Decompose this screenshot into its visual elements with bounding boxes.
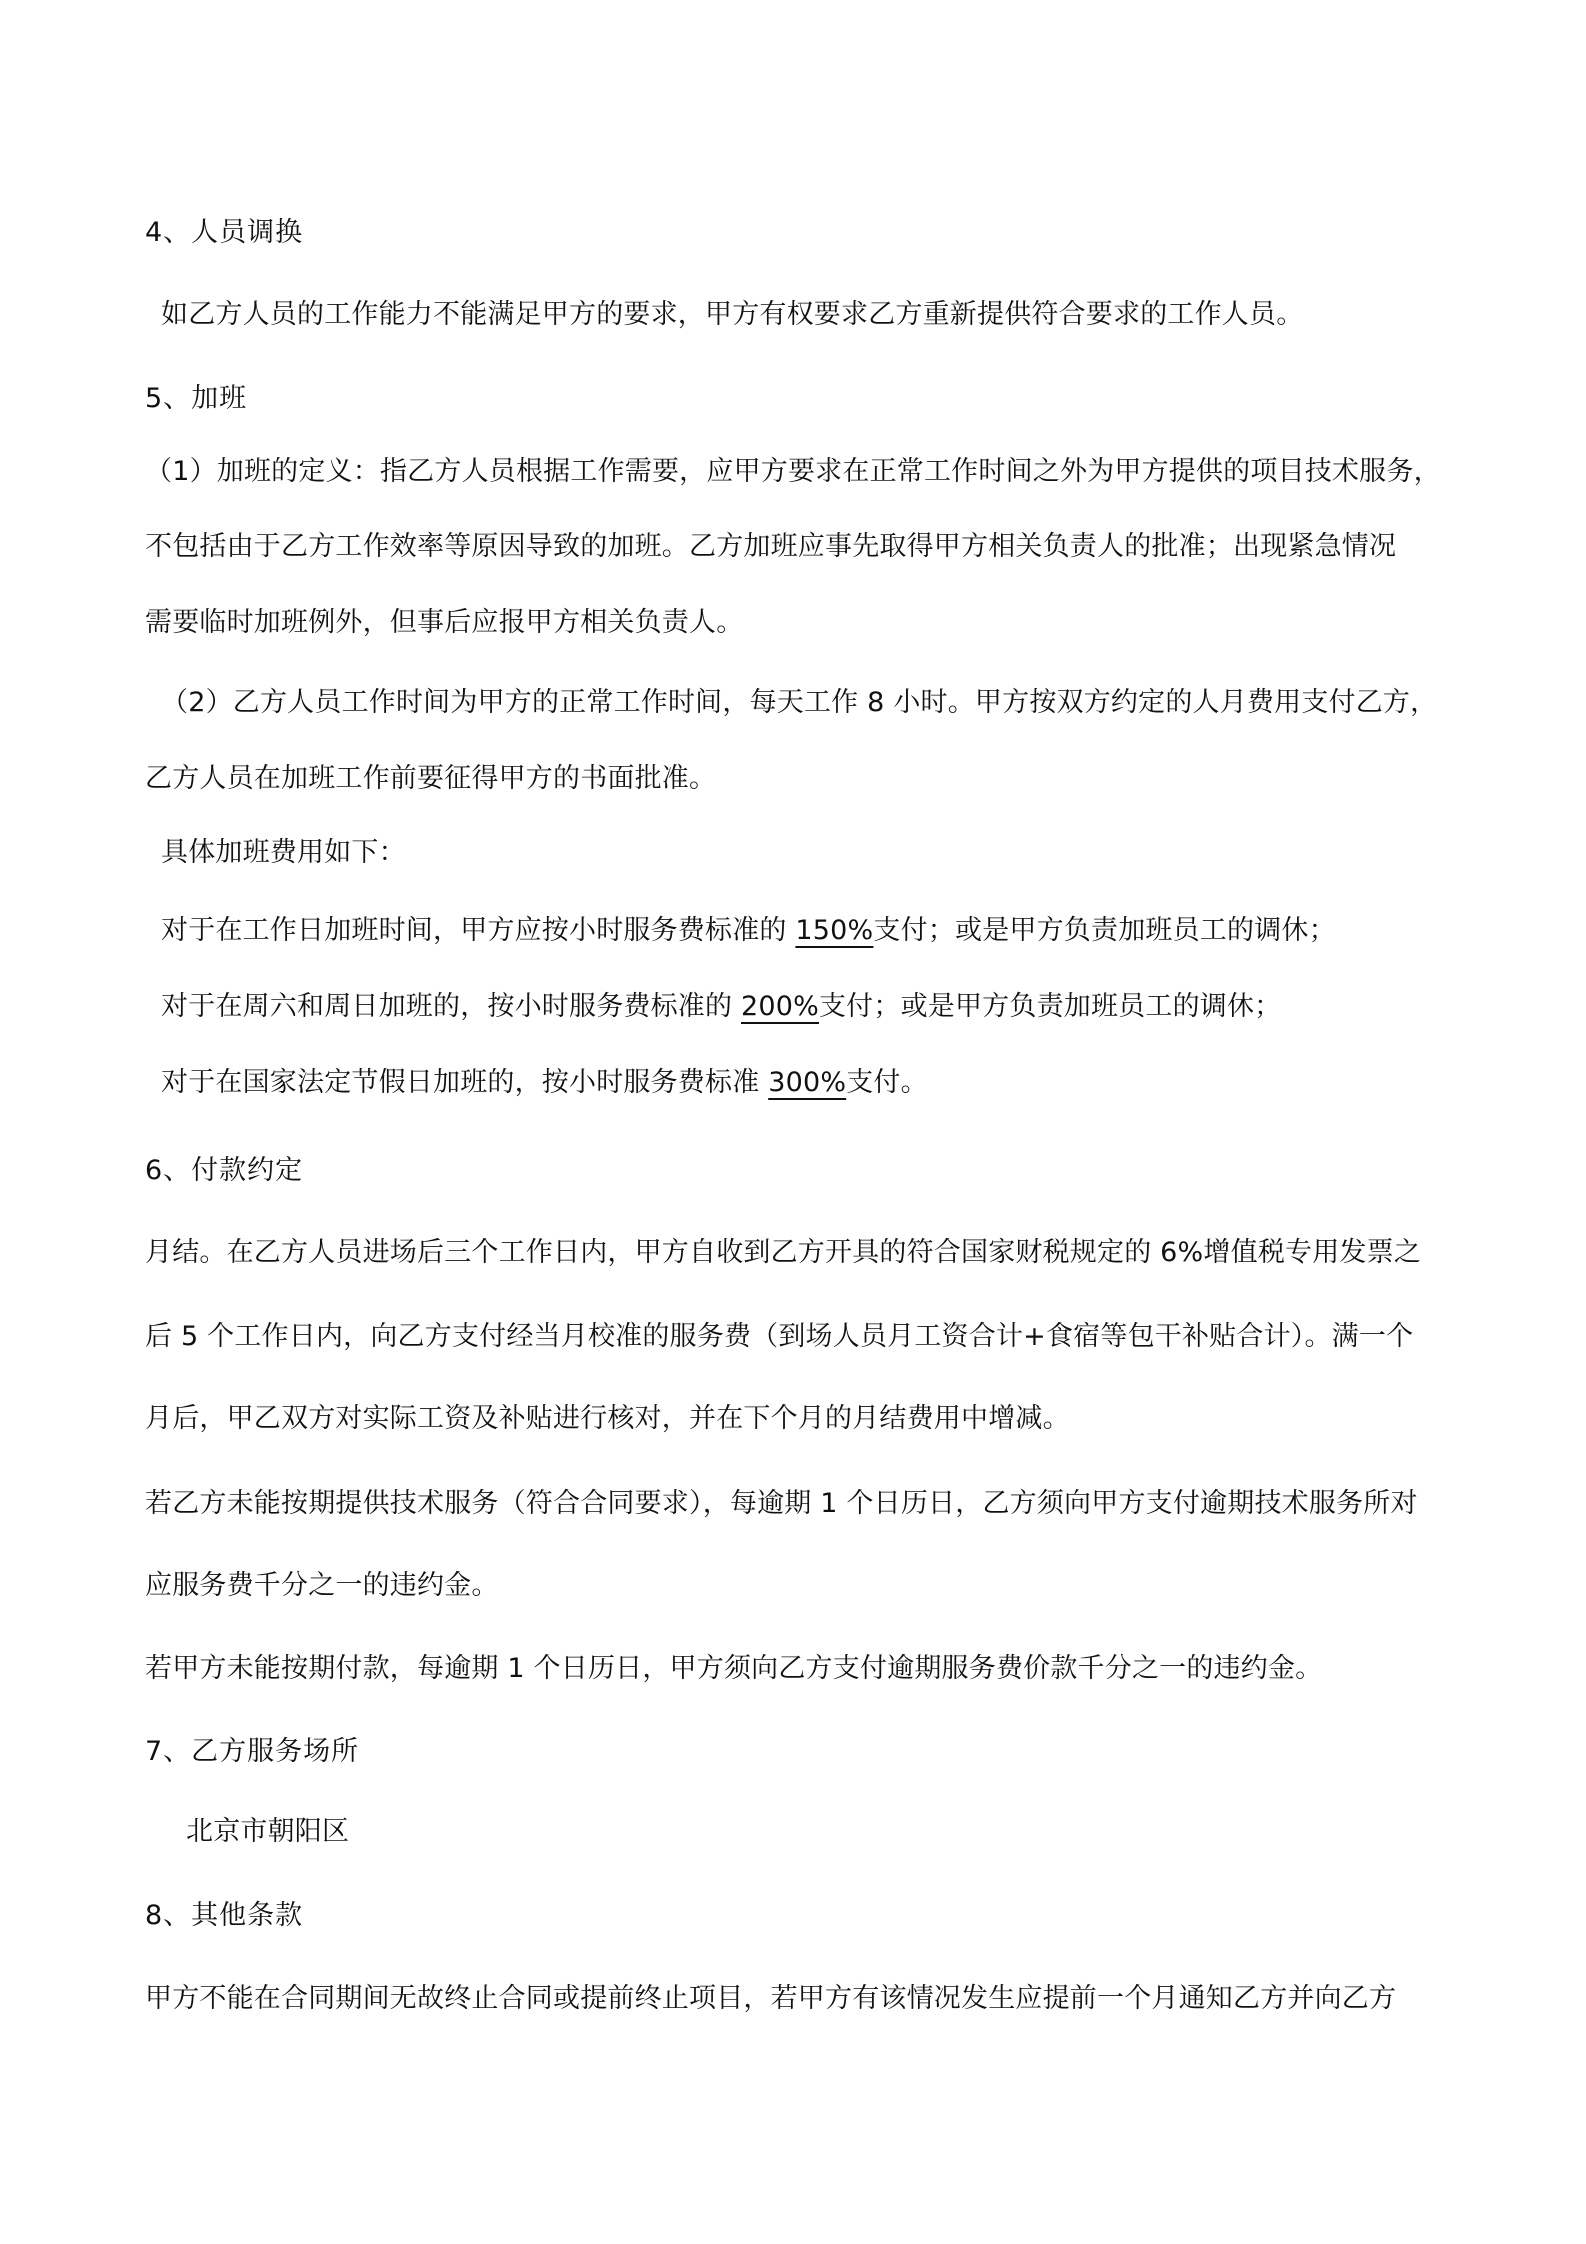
overtime-definition-line: 需要临时加班例外，但事后应报甲方相关负责人。 — [145, 607, 744, 638]
fee-rate: 200% — [740, 991, 819, 1022]
overtime-fee-item-weekend — [161, 988, 1471, 1026]
party-b-penalty-line: 应服务费千分之一的违约金。 — [145, 1570, 499, 1601]
fee-rate: 150% — [795, 915, 874, 946]
payment-terms-line: 月后，甲乙双方对实际工资及补贴进行核对，并在下个月的月结费用中增减。 — [145, 1403, 1070, 1434]
fee-text: 支付；或是甲方负责加班员工的调休； — [818, 991, 1282, 1022]
payment-terms-line: 月结。在乙方人员进场后三个工作日内，甲方自收到乙方开具的符合国家财税规定的 6%增值税专用发票之 — [145, 1237, 1422, 1268]
payment-terms-line: 后 5 个工作日内，向乙方支付经当月校准的服务费（到场人员月工资合计+食宿等包干补贴合计）。满一个 — [145, 1321, 1414, 1352]
fee-text: 对于在周六和周日加班的，按小时服务费标准的 — [161, 991, 741, 1022]
party-a-penalty-line: 若甲方未能按期付款，每逾期 1 个日历日，甲方须向乙方支付逾期服务费价款千分之一的违约金。 — [145, 1653, 1323, 1684]
section-8-heading: 8、其他条款 — [145, 1900, 304, 1931]
working-hours-line: 乙方人员在加班工作前要征得甲方的书面批准。 — [145, 763, 717, 794]
section-7-heading: 7、乙方服务场所 — [145, 1736, 360, 1767]
section-4-heading: 4、人员调换 — [145, 217, 304, 248]
section-5-heading: 5、加班 — [145, 383, 248, 414]
overtime-fee-item-holiday — [161, 1064, 1471, 1102]
overtime-definition-line: （1）加班的定义：指乙方人员根据工作需要，应甲方要求在正常工作时间之外为甲方提供的项目技术服务， — [145, 456, 1441, 487]
other-terms-line: 甲方不能在合同期间无故终止合同或提前终止项目，若甲方有该情况发生应提前一个月通知乙方并向乙方 — [145, 1983, 1397, 2014]
overtime-fee-intro: 具体加班费用如下： — [161, 837, 406, 868]
fee-text: 对于在国家法定节假日加班的，按小时服务费标准 — [161, 1067, 769, 1098]
fee-text: 支付；或是甲方负责加班员工的调休； — [873, 915, 1336, 946]
section-6-heading: 6、付款约定 — [145, 1155, 304, 1186]
party-b-penalty-line: 若乙方未能按期提供技术服务（符合合同要求），每逾期 1 个日历日，乙方须向甲方支付逾期技术服务所对 — [145, 1488, 1418, 1519]
overtime-fee-item-weekday — [161, 912, 1471, 950]
overtime-definition-line: 不包括由于乙方工作效率等原因导致的加班。乙方加班应事先取得甲方相关负责人的批准；出现紧急情况 — [145, 531, 1397, 562]
fee-text: 对于在工作日加班时间，甲方应按小时服务费标准的 — [161, 915, 796, 946]
fee-rate: 300% — [768, 1067, 847, 1098]
service-location: 北京市朝阳区 — [186, 1816, 350, 1847]
section-4-body: 如乙方人员的工作能力不能满足甲方的要求，甲方有权要求乙方重新提供符合要求的工作人员。 — [161, 299, 1304, 330]
working-hours-line: （2）乙方人员工作时间为甲方的正常工作时间，每天工作 8 小时。甲方按双方约定的人月费用支付乙方， — [161, 687, 1438, 718]
fee-text: 支付。 — [846, 1067, 928, 1098]
